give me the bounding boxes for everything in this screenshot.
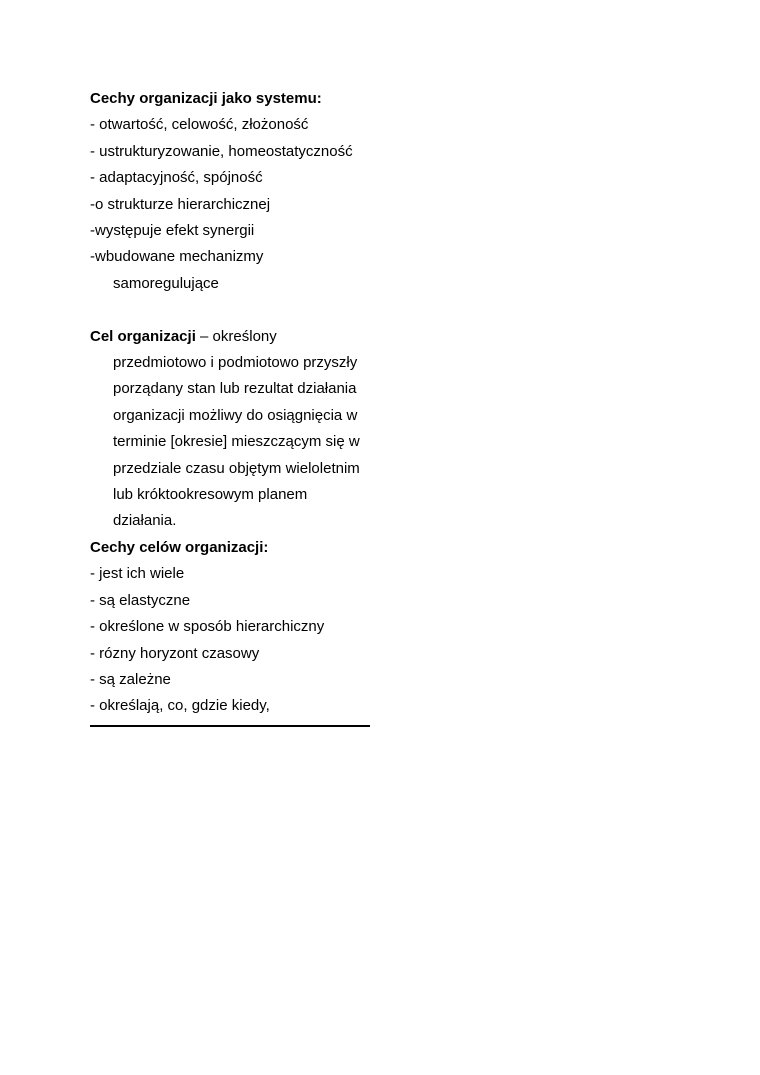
definition-term: Cel organizacji <box>90 327 196 345</box>
section-heading-system-features: Cechy organizacji jako systemu: <box>90 90 322 107</box>
definition-line: przedmiotowo i podmiotowo przyszły <box>113 354 358 372</box>
list-item: - jest ich wiele <box>90 565 185 583</box>
list-item: - określają, co, gdzie kiedy, <box>90 697 270 715</box>
section-heading-goal-features: Cechy celów organizacji: <box>90 538 269 556</box>
list-item: - są zależne <box>90 670 171 688</box>
list-item: - określone w sposób hierarchiczny <box>90 618 325 636</box>
spacer <box>90 297 390 323</box>
list-item: - adaptacyjność, spójność <box>90 169 263 187</box>
list-item: -wbudowane mechanizmy <box>90 248 264 266</box>
horizontal-rule <box>90 725 370 727</box>
definition-line: lub króktookresowym planem <box>113 486 308 504</box>
definition-first-line <box>90 324 390 350</box>
document-page <box>90 86 390 720</box>
list-item: - rózny horyzont czasowy <box>90 644 260 662</box>
list-item: -o strukturze hierarchicznej <box>90 195 271 213</box>
definition-line: organizacji możliwy do osiągnięcia w <box>113 406 358 424</box>
list-item: -występuje efekt synergii <box>90 222 255 240</box>
definition-line: terminie [okresie] mieszczącym się w <box>113 433 360 451</box>
definition-line: działania. <box>113 512 177 530</box>
list-item: - są elastyczne <box>90 591 191 609</box>
definition-line: przedziale czasu objętym wieloletnim <box>113 459 360 477</box>
definition-line: porządany stan lub rezultat działania <box>113 380 357 398</box>
list-item-continuation: samoregulujące <box>113 274 219 292</box>
list-item: - ustrukturyzowanie, homeostatyczność <box>90 142 353 160</box>
list-item: - otwartość, celowość, złożoność <box>90 116 309 134</box>
definition-start: – określony <box>195 327 277 345</box>
